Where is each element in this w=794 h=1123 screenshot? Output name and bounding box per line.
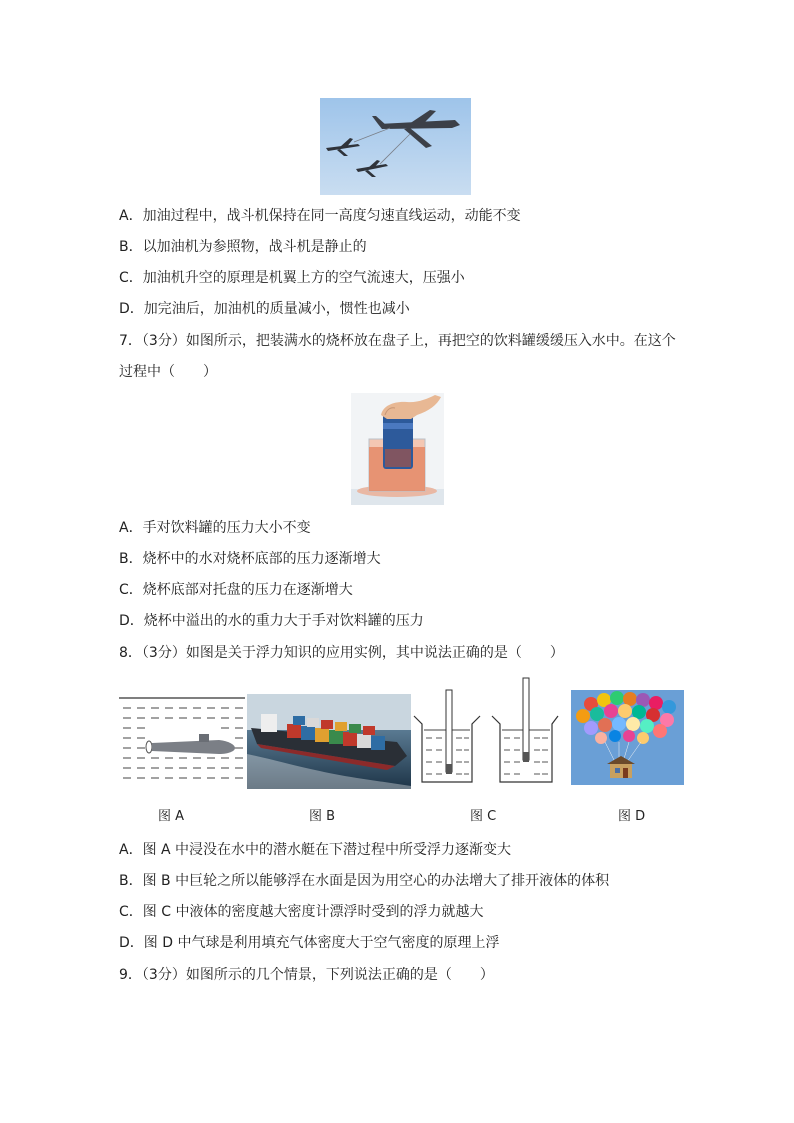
q8-option-c: C．图 C 中液体的密度越大密度计漂浮时受到的浮力就越大 <box>119 904 484 920</box>
q7-option-c: C．烧杯底部对托盘的压力在逐渐增大 <box>119 582 353 598</box>
caption-d: 图 D <box>618 809 646 824</box>
q7-stem-line1: 7．（3分）如图所示，把装满水的烧杯放在盘子上，再把空的饮料罐缓缓压入水中。在这个 <box>119 333 676 349</box>
figure-b-cargo-ship <box>247 694 411 789</box>
q8-stem: 8．（3分）如图是关于浮力知识的应用实例，其中说法正确的是（ ） <box>119 645 564 661</box>
caption-c: 图 C <box>470 809 497 824</box>
q8-option-d: D．图 D 中气球是利用填充气体密度大于空气密度的原理上浮 <box>119 935 500 951</box>
q7-option-a: A．手对饮料罐的压力大小不变 <box>119 520 311 536</box>
beaker-can-image <box>351 393 444 505</box>
caption-b: 图 B <box>309 809 336 824</box>
q7-option-b: B．烧杯中的水对烧杯底部的压力逐渐增大 <box>119 551 381 567</box>
q8-option-a: A．图 A 中浸没在水中的潜水艇在下潜过程中所受浮力逐渐变大 <box>119 842 512 858</box>
refueling-image <box>320 98 471 195</box>
q9-stem: 9．（3分）如图所示的几个情景，下列说法正确的是（ ） <box>119 967 494 983</box>
q6-option-d: D．加完油后，加油机的质量减小，惯性也减小 <box>119 301 410 317</box>
figure-a-submarine <box>119 696 245 786</box>
figure-c-densimeters <box>412 676 560 788</box>
q6-option-c: C．加油机升空的原理是机翼上方的空气流速大，压强小 <box>119 270 465 286</box>
figure-d-balloon-house <box>571 690 684 785</box>
q7-stem-line2: 过程中（ ） <box>119 364 217 380</box>
q6-option-b: B．以加油机为参照物，战斗机是静止的 <box>119 239 367 255</box>
q7-option-d: D．烧杯中溢出的水的重力大于手对饮料罐的压力 <box>119 613 424 629</box>
q8-option-b: B．图 B 中巨轮之所以能够浮在水面是因为用空心的办法增大了排开液体的体积 <box>119 873 610 889</box>
caption-a: 图 A <box>158 809 185 824</box>
q6-option-a: A．加油过程中，战斗机保持在同一高度匀速直线运动，动能不变 <box>119 208 521 224</box>
